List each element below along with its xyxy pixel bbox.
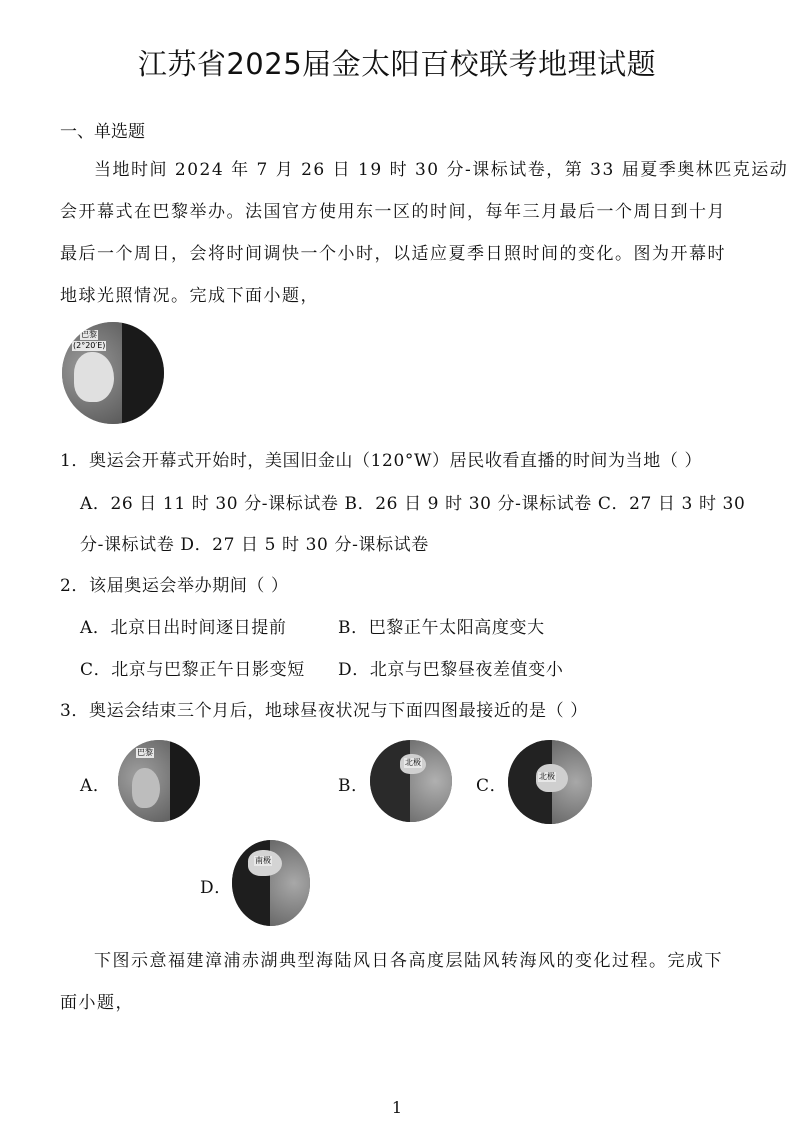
q1-options-line1: A．26 日 11 时 30 分-课标试卷 B．26 日 9 时 30 分-课标试卷 C．27 日 3 时 30 (80, 494, 746, 514)
q1-stem: 1．奥运会开幕式开始时，美国旧金山（120°W）居民收看直播的时间为当地（ ） (60, 451, 703, 471)
q2-option-a: A．北京日出时间逐日提前 (80, 618, 287, 638)
q2-option-d: D．北京与巴黎昼夜差值变小 (338, 660, 564, 680)
intro-line-1: 当地时间 2024 年 7 月 26 日 19 时 30 分-课标试卷，第 33 届夏季奥林匹克运动 (94, 160, 789, 180)
q3-globe-d (232, 840, 310, 926)
q3-globe-c-label: 北极 (539, 772, 555, 781)
intro-line-3: 最后一个周日，会将时间调快一个小时，以适应夏季日照时间的变化。图为开幕时 (60, 244, 726, 264)
globe-label-paris: 巴黎 (81, 330, 97, 339)
section-heading: 一、单选题 (60, 122, 145, 142)
q3-globe-b-label: 北极 (405, 758, 421, 767)
q3-option-b-label: B． (338, 776, 369, 796)
q3-globe-a (118, 740, 200, 822)
page-title: 江苏省2025届金太阳百校联考地理试题 (137, 47, 657, 81)
q2-stem: 2．该届奥运会举办期间（ ） (60, 576, 289, 596)
globe-label-longitude: (2°20′E) (73, 341, 106, 350)
q3-globe-b (370, 740, 452, 822)
q3-globe-d-label: 南极 (255, 856, 271, 865)
q2-option-c: C．北京与巴黎正午日影变短 (80, 660, 305, 680)
q3-option-c-label: C． (476, 776, 508, 796)
q3-option-a-label: A． (80, 776, 111, 796)
outro-line-2: 面小题， (60, 993, 134, 1013)
outro-line-1: 下图示意福建漳浦赤湖典型海陆风日各高度层陆风转海风的变化过程。完成下 (94, 951, 723, 971)
q3-globe-c (508, 740, 592, 824)
q3-stem: 3．奥运会结束三个月后，地球昼夜状况与下面四图最接近的是（ ） (60, 701, 588, 721)
q1-options-line2: 分-课标试卷 D．27 日 5 时 30 分-课标试卷 (80, 535, 429, 555)
earth-illumination-figure (62, 322, 164, 424)
q3-option-d-label: D． (200, 878, 232, 898)
intro-line-4: 地球光照情况。完成下面小题， (60, 286, 319, 306)
q3-globe-a-label: 巴黎 (137, 748, 153, 757)
page-number: 1 (391, 1098, 403, 1117)
intro-line-2: 会开幕式在巴黎举办。法国官方使用东一区的时间，每年三月最后一个周日到十月 (60, 202, 726, 222)
q2-option-b: B．巴黎正午太阳高度变大 (338, 618, 545, 638)
